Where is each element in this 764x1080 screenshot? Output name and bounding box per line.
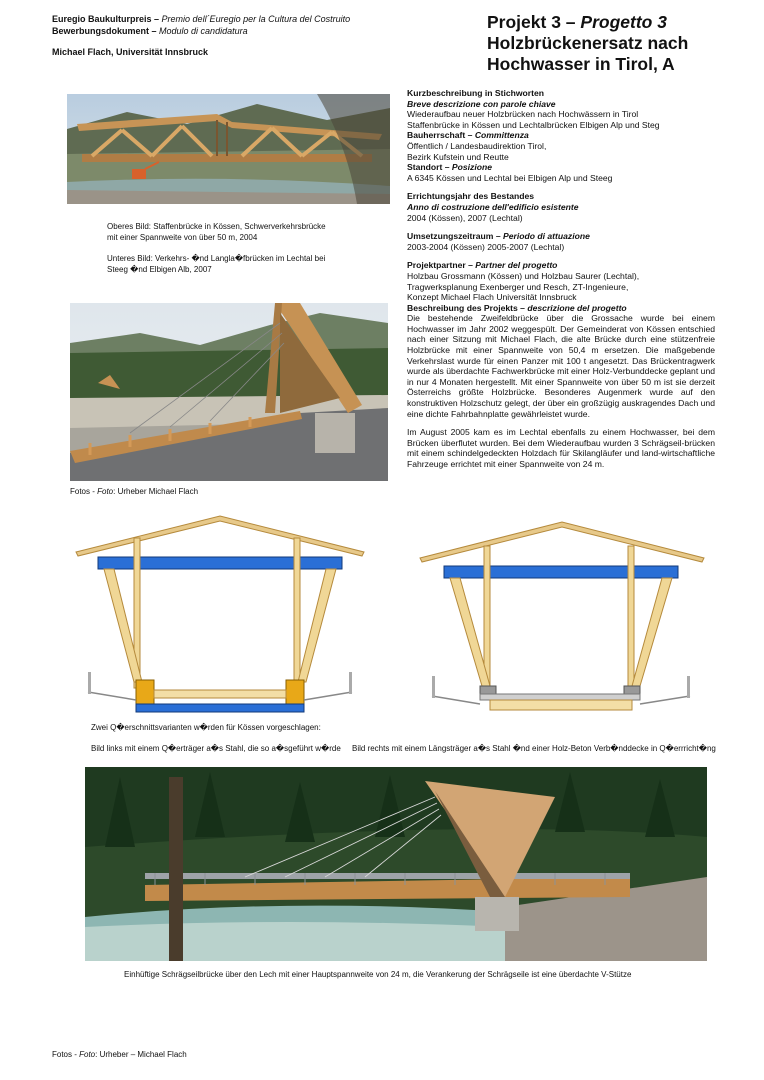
caption-photos-credit: Fotos - Foto: Urheber Michael Flach (70, 487, 199, 496)
document-header (52, 14, 350, 59)
header-doc-line: Bewerbungsdokument – Modulo di candidatura (52, 25, 248, 36)
text-line: 2003-2004 (Kössen) 2005-2007 (Lechtal) (407, 241, 565, 252)
caption-big-photo: Einhüftige Schrägseilbrücke über den Lech mit einer Hauptspannweite von 24 m, die Verankerung der Schrägseile ist eine überdachte V-Stütze (124, 970, 632, 979)
section-standort: Standort – Posizione (407, 162, 493, 173)
section-bauherrschaft: Bauherrschaft – Committenza (407, 130, 529, 141)
footer-photo-credit: Fotos - Foto: Urheber – Michael Flach (52, 1050, 187, 1059)
section-errichtung-italian: Anno di costruzione dell'edificio esistente (407, 201, 579, 212)
header-org-line: Euregio Baukulturpreis – Premio dell´Euregio per la Cultura del Costruito (52, 14, 351, 24)
text-line: Bezirk Kufstein und Reutte (407, 151, 509, 162)
cross-section-drawing-right (418, 518, 706, 716)
photo-lechtal-bridge (70, 303, 388, 481)
text-line: Staffenbrücke in Kössen und Lechtalbrücken Elbigen Alp und Steg (407, 119, 660, 130)
caption-cross-sections: Zwei Q�erschnittsvarianten w�rden für Kössen vorgeschlagen: (91, 723, 321, 732)
text-line: Öffentlich / Landesbaudirektion Tirol, (407, 140, 547, 151)
section-projektpartner: Projektpartner – Partner del progetto (407, 260, 558, 271)
caption-top-photo: Oberes Bild: Staffenbrücke in Kössen, Schwerverkehrsbrücke mit einer Spannweite von über 50 m, 2004 (107, 222, 326, 242)
text-line: Konzept Michael Flach Universität Innsbruck (407, 292, 577, 303)
section-beschreibung: Beschreibung des Projekts – descrizione del progetto (407, 302, 627, 313)
project-description-column (407, 88, 715, 470)
header-author: Michael Flach, Universität Innsbruck (52, 47, 209, 57)
cross-section-drawing-left (74, 512, 366, 717)
section-umsetzungszeitraum: Umsetzungszeitraum – Periodo di attuazione (407, 231, 590, 242)
text-line: Wiederaufbau neuer Holzbrücken nach Hochwässern in Tirol (407, 109, 639, 120)
description-paragraph-1: Die bestehende Zweifeldbrücke über die Grossache wurde bei einem Hochwasser im Jahr 2002 weggespült. Der Gemeinderat von Kössen entschied nach einer Sitzung mit Michael Flach, die alte Brücke durch eine stützenfreie Holzbrücke mit einer Spannweite von 50,4 m ersetzen. Die maßgebende Verkehrslast wurde für einen Panzer mit 100 t angesetzt. Das Brückentragwerk wurde als überdachte Fachwerkbrücke mit einer Holz-Verbunddecke geplant und in nur 4 Monaten hergestellt. Mit einer Spannweite von über 50 m ist sie derzeit Österreichs größte Holzbrücke. Besonderes Augenmerk wurde auf den konstruktiven Holzschutz gelegt, der über ein großzügig auskragendes Dach und eine dichte Fahrbahnplatte gewährleistet wurde. (407, 313, 715, 419)
caption-bottom-photo: Unteres Bild: Verkehrs- �nd Langla�fbrücken im Lechtal bei Steeg �nd Elbigen Alb, 2007 (107, 254, 326, 274)
caption-right-drawing: Bild rechts mit einem Längsträger a�s Stahl �nd einer Holz-Beton Verb�nddecke in Q�errricht�ng (352, 744, 716, 753)
photo-staffenbruecke (67, 94, 390, 204)
text-line: Tragwerksplanung Exenberger und Resch, ZT-Ingenieure, (407, 281, 629, 292)
photo-lech-cable-bridge (85, 767, 707, 961)
text-line: 2004 (Kössen), 2007 (Lechtal) (407, 212, 523, 223)
text-line: A 6345 Kössen und Lechtal bei Elbigen Alp und Steeg (407, 172, 613, 183)
description-paragraph-2: Im August 2005 kam es im Lechtal ebenfalls zu einem Hochwasser, bei dem Brücken überflutet wurden. Bei dem Wiederaufbau wurden 3 Schrägseil-brücken mit einem schindelgedeckten Holzdach für Skilangläufer und land-wirtschaftliche Fahrzeuge errichtet mit einer Spannweite von 24 m. (407, 427, 715, 469)
text-line: Holzbau Grossmann (Kössen) und Holzbau Saurer (Lechtal), (407, 270, 640, 281)
page-title: Projekt 3 – Progetto 3 Holzbrückenersatz nach Hochwasser in Tirol, A (487, 12, 689, 74)
section-kurzbeschreibung: Kurzbeschreibung in Stichworten (407, 88, 545, 98)
section-errichtungsjahr: Errichtungsjahr des Bestandes (407, 191, 535, 202)
caption-left-drawing: Bild links mit einem Q�erträger a�s Stahl, die so a�sgeführt w�rde (91, 744, 341, 753)
section-kurz-italian: Breve descrizione con parole chiave (407, 98, 556, 109)
